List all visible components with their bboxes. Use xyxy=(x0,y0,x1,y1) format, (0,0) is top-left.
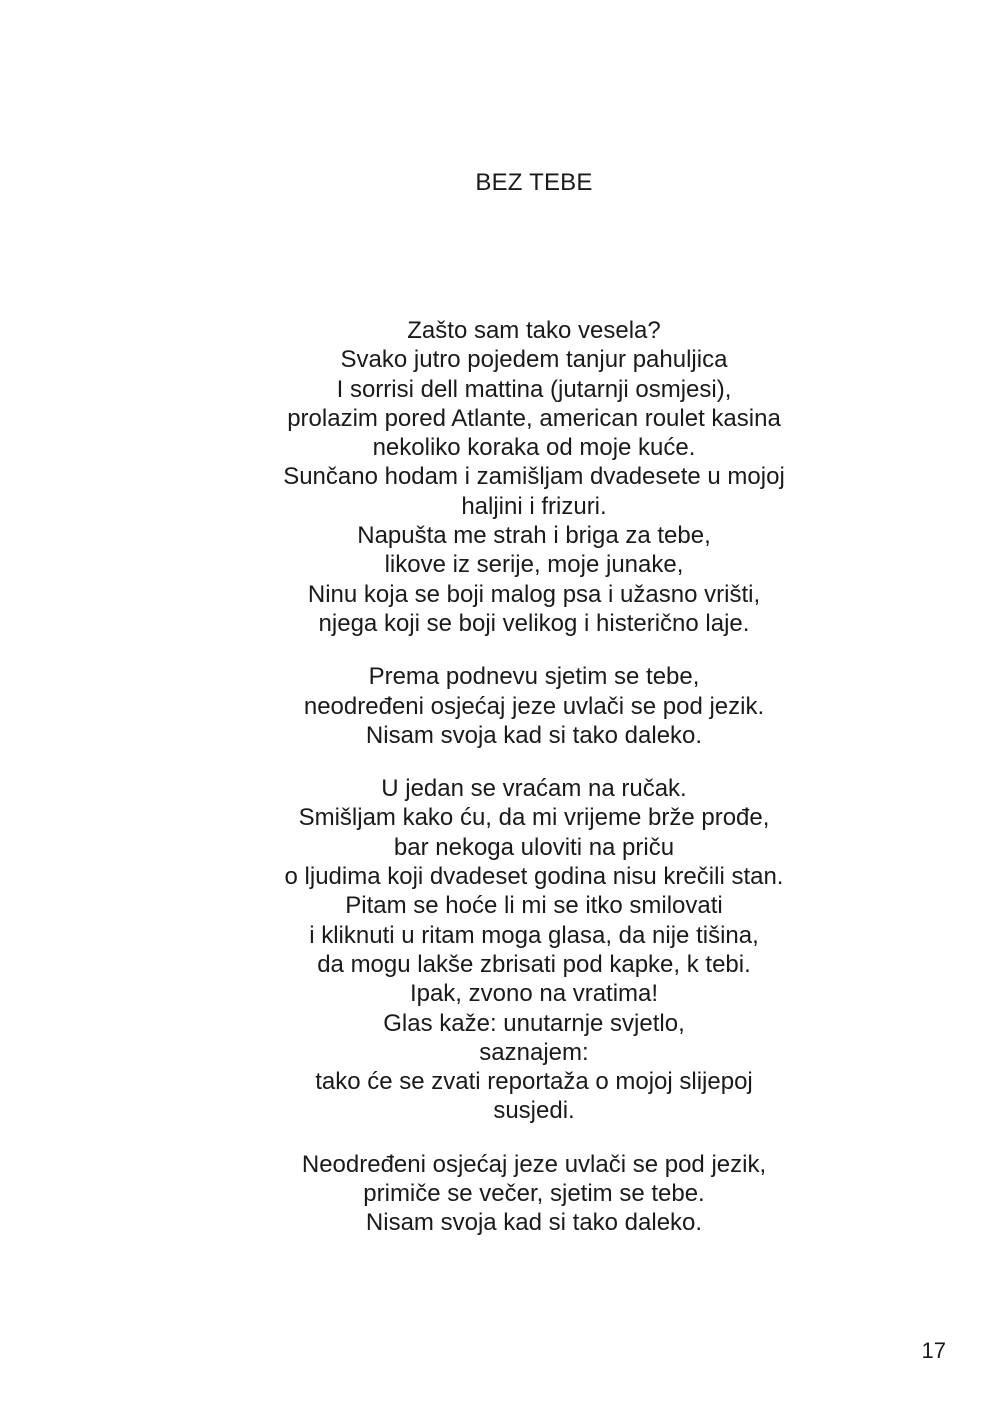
stanza-2 xyxy=(0,662,992,750)
stanza-4 xyxy=(0,1150,992,1238)
poem-line: Zašto sam tako vesela? xyxy=(407,317,661,344)
poem-line: da mogu lakše zbrisati pod kapke, k tebi. xyxy=(317,950,751,978)
poem-body xyxy=(0,316,992,1262)
poem-line: Nisam svoja kad si tako daleko. xyxy=(365,1209,703,1237)
poem-line: Smišljam kako ću, da mi vrijeme brže prođe, xyxy=(298,804,770,832)
poem-line: primiče se večer, sjetim se tebe. xyxy=(363,1180,705,1208)
stanza-1 xyxy=(0,316,992,638)
poem-title: BEZ TEBE xyxy=(475,169,593,196)
poem-line: bar nekoga uloviti na priču xyxy=(393,833,675,861)
page-number: 17 xyxy=(921,1338,946,1363)
stanza-3 xyxy=(0,774,992,1126)
poem-line: prolazim pored Atlante, american roulet kasina xyxy=(287,404,781,432)
poem-line: Napušta me strah i briga za tebe, xyxy=(357,522,711,550)
poem-line: Nisam svoja kad si tako daleko. xyxy=(365,721,703,749)
poem-line: Pitam se hoće li mi se itko smilovati xyxy=(345,892,723,920)
poem-line: likove iz serije, moje junake, xyxy=(384,551,684,579)
poem-line: haljini i frizuri. xyxy=(461,492,607,520)
poem-line: Ninu koja se boji malog psa i užasno vrišti, xyxy=(307,580,761,608)
poem-line: susjedi. xyxy=(493,1097,575,1125)
poem-line: Prema podnevu sjetim se tebe, xyxy=(368,663,700,691)
poem-line: Sunčano hodam i zamišljam dvadesete u mojoj xyxy=(283,463,785,491)
poem-line: U jedan se vraćam na ručak. xyxy=(381,775,687,803)
poem-line: i kliknuti u ritam moga glasa, da nije tišina, xyxy=(309,921,759,949)
poem-line: I sorrisi dell mattina (jutarnji osmjesi), xyxy=(336,375,732,403)
poem-line: tako će se zvati reportaža o mojoj slijepoj xyxy=(315,1068,753,1096)
poem-line: Neodređeni osjećaj jeze uvlači se pod jezik, xyxy=(301,1150,767,1178)
poem-line: Svako jutro pojedem tanjur pahuljica xyxy=(340,346,728,374)
poem-line: Ipak, zvono na vratima! xyxy=(409,980,659,1008)
poem-line: neodređeni osjećaj jeze uvlači se pod jezik. xyxy=(303,692,765,720)
poem-line: Glas kaže: unutarnje svjetlo, xyxy=(383,1009,685,1037)
poem-line: njega koji se boji velikog i histerično laje. xyxy=(318,609,750,637)
poem-line: o ljudima koji dvadeset godina nisu krečili stan. xyxy=(284,863,784,891)
poem-line: saznajem: xyxy=(479,1038,589,1066)
poem-line: nekoliko koraka od moje kuće. xyxy=(372,434,696,462)
